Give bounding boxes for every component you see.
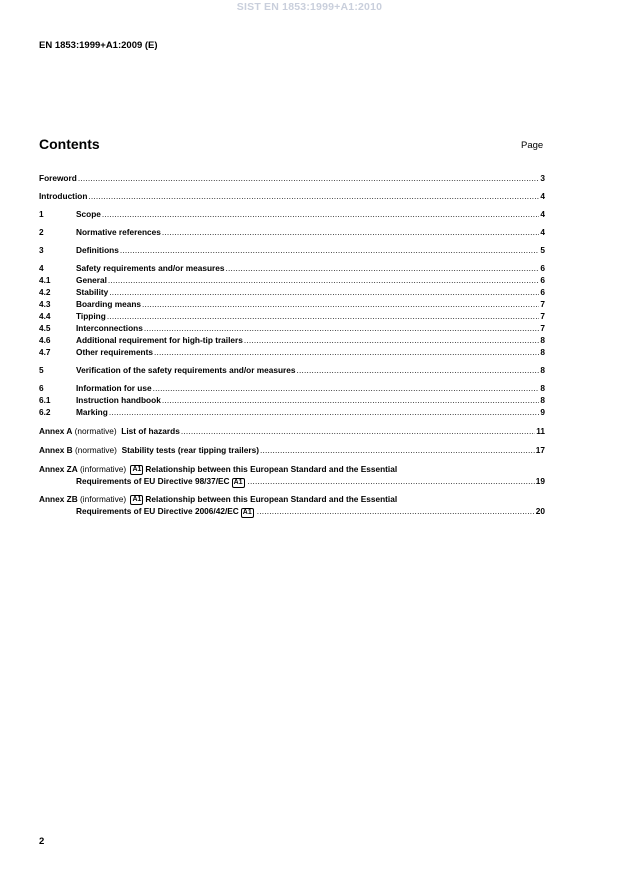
dot-leader (225, 264, 539, 272)
toc-title: Additional requirement for high-tip trailers (76, 335, 243, 345)
toc-title: Verification of the safety requirements and/or measures (76, 365, 296, 375)
table-of-contents (39, 174, 545, 519)
toc-entry-annex-b[interactable] (39, 446, 545, 458)
toc-title: Definitions (76, 245, 119, 255)
toc-entry-introduction[interactable] (39, 192, 545, 204)
toc-title: General (76, 275, 107, 285)
toc-entry-4-1[interactable] (39, 276, 545, 288)
toc-page: 7 (540, 311, 545, 321)
toc-number: 4.7 (39, 347, 51, 357)
annex-label: Annex A (39, 426, 73, 436)
annex-line-2 (39, 477, 545, 489)
toc-number: 1 (39, 209, 44, 219)
toc-title: Instruction handbook (76, 395, 161, 405)
toc-entry-6-1[interactable] (39, 396, 545, 408)
annex-lead (39, 446, 259, 454)
toc-entry-3[interactable] (39, 246, 545, 258)
dot-leader (144, 324, 540, 332)
annex-title: Relationship between this European Standard and the Essential (145, 464, 398, 475)
toc-page: 8 (540, 365, 545, 375)
toc-number: 4.4 (39, 311, 51, 321)
toc-entry-5[interactable] (39, 366, 545, 378)
toc-page: 6 (540, 287, 545, 297)
amendment-end-marker: A1 (242, 509, 252, 516)
toc-title: Information for use (76, 383, 152, 393)
annex-title-continued: Requirements of EU Directive 2006/42/EC (76, 506, 239, 516)
toc-entry-annex-zb[interactable] (39, 495, 545, 519)
toc-title: Foreword (39, 173, 77, 183)
toc-title: Introduction (39, 191, 88, 201)
amendment-start-marker: A1 (132, 466, 142, 473)
annex-title: List of hazards (121, 426, 180, 436)
dot-leader (154, 348, 539, 356)
toc-number: 4.6 (39, 335, 51, 345)
dot-leader (162, 228, 540, 236)
contents-heading: Contents (39, 136, 100, 152)
annex-label: Annex ZA (39, 464, 78, 475)
annex-title: Stability tests (rear tipping trailers) (121, 445, 259, 455)
dot-leader (162, 396, 540, 404)
dot-leader (244, 336, 540, 344)
toc-title: Scope (76, 209, 101, 219)
dot-leader (153, 384, 540, 392)
toc-page: 6 (540, 263, 545, 273)
toc-title: Stability (76, 287, 109, 297)
annex-title: Relationship between this European Standard and the Essential (145, 494, 398, 505)
toc-title: Tipping (76, 311, 106, 321)
toc-page: 6 (540, 275, 545, 285)
toc-page: 8 (540, 347, 545, 357)
dot-leader (296, 366, 539, 374)
watermark: SIST EN 1853:1999+A1:2010 (236, 1, 383, 13)
toc-page: 20 (535, 506, 545, 516)
toc-page: 9 (540, 407, 545, 417)
toc-page: 17 (535, 445, 545, 455)
page-column-label: Page (521, 140, 544, 151)
toc-entry-annex-a[interactable] (39, 427, 545, 439)
toc-page: 8 (540, 335, 545, 345)
toc-number: 2 (39, 227, 44, 237)
amendment-start-marker: A1 (132, 496, 142, 503)
dot-leader (107, 312, 540, 320)
annex-lead (39, 427, 180, 435)
dot-leader (109, 288, 539, 296)
toc-entry-foreword[interactable] (39, 174, 545, 186)
toc-number: 6 (39, 383, 44, 393)
toc-title: Marking (76, 407, 108, 417)
toc-page: 4 (540, 191, 545, 201)
document-id: EN 1853:1999+A1:2009 (E) (39, 40, 158, 51)
annex-type: (informative) (80, 464, 127, 475)
toc-page: 4 (540, 227, 545, 237)
dot-leader (102, 210, 539, 218)
annex-title-continued: Requirements of EU Directive 98/37/EC (76, 476, 230, 486)
toc-entry-annex-za[interactable] (39, 465, 545, 489)
toc-entry-4-3[interactable] (39, 300, 545, 312)
toc-number: 6.2 (39, 407, 51, 417)
toc-number: 4.3 (39, 299, 51, 309)
toc-page: 4 (540, 209, 545, 219)
amendment-end-marker: A1 (233, 479, 243, 486)
toc-entry-1[interactable] (39, 210, 545, 222)
toc-title: Safety requirements and/or measures (76, 263, 225, 273)
dot-leader (260, 446, 535, 454)
dot-leader (181, 427, 535, 435)
toc-page: 8 (540, 383, 545, 393)
toc-page: 7 (540, 323, 545, 333)
annex-line-2 (39, 507, 545, 519)
toc-page: 3 (540, 173, 545, 183)
annex-label: Annex B (39, 445, 73, 455)
annex-type: (informative) (80, 494, 127, 505)
toc-title: Normative references (76, 227, 161, 237)
dot-leader (108, 276, 539, 284)
toc-number: 4.1 (39, 275, 51, 285)
toc-entry-2[interactable] (39, 228, 545, 240)
toc-number: 4 (39, 263, 44, 273)
toc-page: 19 (535, 476, 545, 486)
toc-number: 4.2 (39, 287, 51, 297)
dot-leader (248, 477, 535, 485)
dot-leader (142, 300, 539, 308)
toc-number: 5 (39, 365, 44, 375)
toc-number: 4.5 (39, 323, 51, 333)
annex-type: (normative) (74, 445, 117, 455)
annex-lead (39, 495, 397, 505)
toc-number: 6.1 (39, 395, 51, 405)
dot-leader (120, 246, 540, 254)
toc-page: 8 (540, 395, 545, 405)
toc-title: Boarding means (76, 299, 142, 309)
dot-leader (78, 174, 540, 182)
annex-type: (normative) (74, 426, 117, 436)
toc-title: Other requirements (76, 347, 153, 357)
dot-leader (109, 408, 540, 416)
toc-entry-6-2[interactable] (39, 408, 545, 420)
toc-page: 7 (540, 299, 545, 309)
dot-leader (257, 507, 535, 515)
dot-leader (88, 192, 539, 200)
annex-label: Annex ZB (39, 494, 78, 505)
toc-number: 3 (39, 245, 44, 255)
annex-lead (39, 465, 397, 475)
toc-entry-4[interactable] (39, 264, 545, 276)
page-number: 2 (39, 836, 45, 847)
toc-entry-4-7[interactable] (39, 348, 545, 360)
toc-page: 5 (540, 245, 545, 255)
toc-title: Interconnections (76, 323, 143, 333)
toc-page: 11 (536, 426, 545, 436)
